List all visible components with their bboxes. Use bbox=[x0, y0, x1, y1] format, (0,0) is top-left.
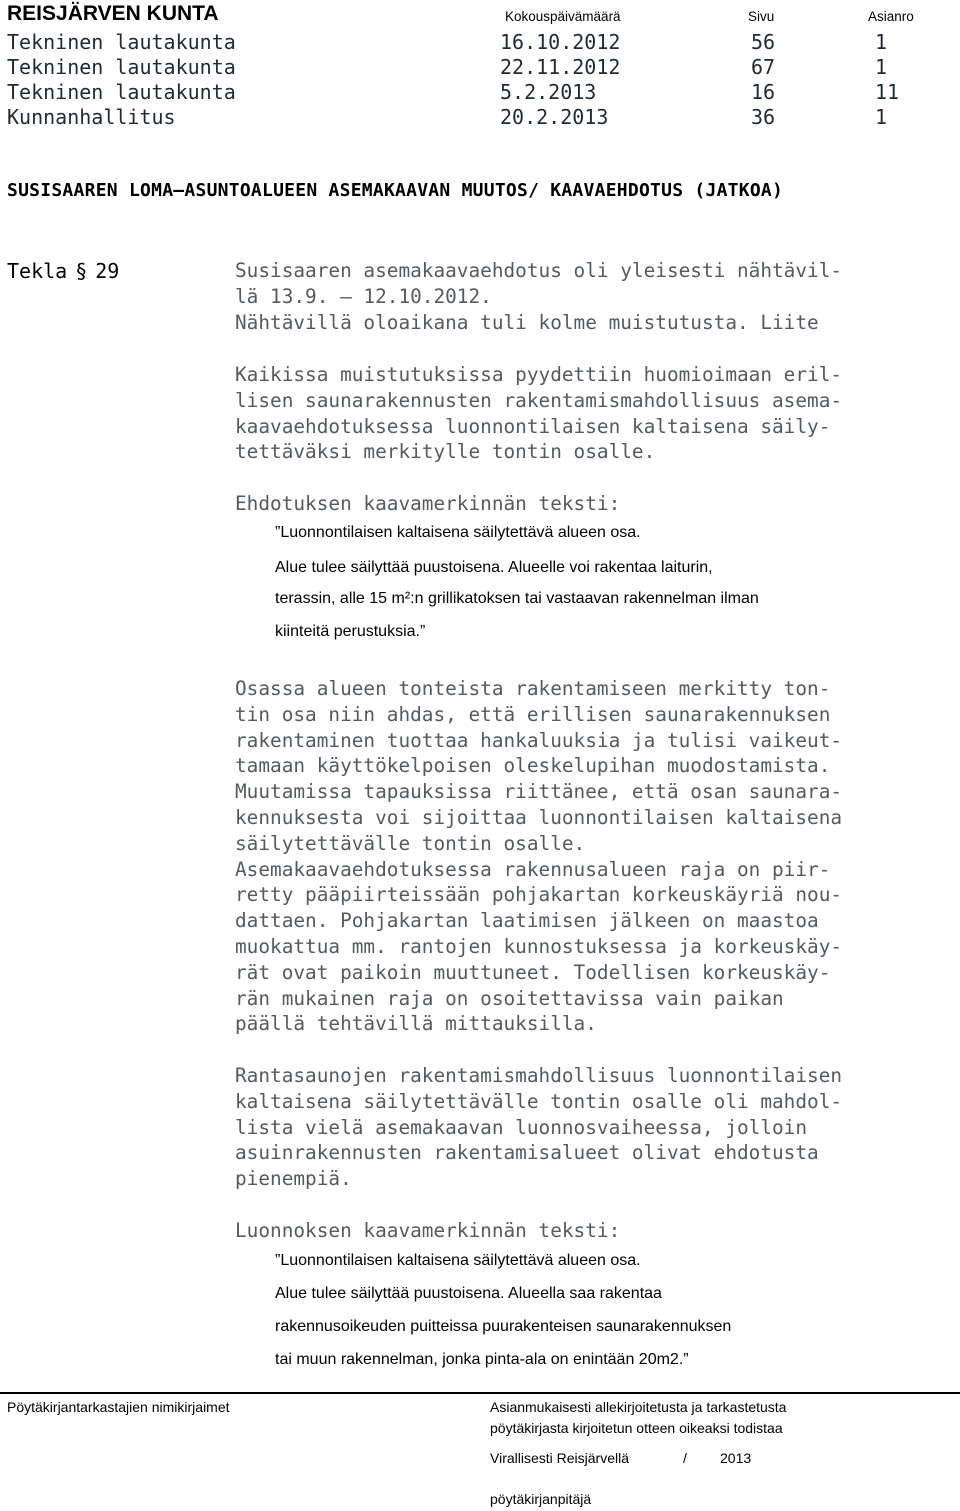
meeting-item: 1 bbox=[875, 105, 888, 129]
meeting-org: Tekninen lautakunta bbox=[7, 30, 236, 54]
header-date-column: Kokouspäivämäärä bbox=[505, 9, 621, 24]
header-item-column: Asianro bbox=[868, 9, 914, 24]
paragraph-intro: Susisaaren asemakaavaehdotus oli yleisesti nähtävil- lä 13.9. – 12.10.2012. Nähtävillä oloaikana tuli kolme muistutusta. Liite bbox=[235, 259, 843, 334]
meeting-page: 36 bbox=[751, 105, 776, 129]
meeting-org: Tekninen lautakunta bbox=[7, 55, 236, 79]
footer-divider bbox=[0, 1392, 960, 1394]
paragraph-remarks: Kaikissa muistutuksissa pyydettiin huomioimaan eril- lisen saunarakennusten rakentamismahdollisuus asema- kaavaehdotuksessa luonnontilaisen kaltaisena säily- tettäväksi merkitylle tontin osalle. bbox=[235, 363, 843, 464]
paragraph-shore-saunas: Rantasaunojen rakentamismahdollisuus luonnontilaisen kaltaisena säilytettävälle tontin osalle oli mahdol- lista vielä asemakaavan luonnosvaiheessa, jolloin asuinrakennusten rakentamisalueet olivat ehdotusta pienempiä. bbox=[235, 1064, 843, 1191]
quote-line: Alue tulee säilyttää puustoisena. Alueella saa rakentaa bbox=[275, 1285, 662, 1302]
meeting-org: Tekninen lautakunta bbox=[7, 80, 236, 104]
meeting-item: 11 bbox=[875, 80, 900, 104]
tekla-number: 29 bbox=[95, 259, 120, 283]
quote-line: Alue tulee säilyttää puustoisena. Alueelle voi rakentaa laiturin, bbox=[275, 559, 713, 576]
meeting-date: 20.2.2013 bbox=[500, 105, 609, 129]
heading-draft-text: Luonnoksen kaavamerkinnän teksti: bbox=[235, 1219, 621, 1242]
quote-line: terassin, alle 15 m²:n grillikatoksen tai vastaavan rakennelman ilman bbox=[275, 590, 759, 607]
quote-line: ”Luonnontilaisen kaltaisena säilytettävä alueen osa. bbox=[275, 1252, 641, 1269]
meeting-org: Kunnanhallitus bbox=[7, 105, 176, 129]
initials-label: Pöytäkirjantarkastajien nimikirjaimet bbox=[7, 1399, 230, 1415]
meeting-page: 67 bbox=[751, 55, 776, 79]
certification-line: pöytäkirjasta kirjoitetun otteen oikeaksi todistaa bbox=[490, 1420, 783, 1436]
minutes-keeper-label: pöytäkirjanpitäjä bbox=[490, 1491, 592, 1507]
meeting-date: 5.2.2013 bbox=[500, 80, 597, 104]
meeting-date: 16.10.2012 bbox=[500, 30, 621, 54]
meeting-page: 16 bbox=[751, 80, 776, 104]
heading-proposal-text: Ehdotuksen kaavamerkinnän teksti: bbox=[235, 492, 621, 515]
quote-line: ”Luonnontilaisen kaltaisena säilytettävä alueen osa. bbox=[275, 524, 641, 541]
quote-line: tai muun rakennelman, jonka pinta-ala on enintään 20m2.” bbox=[275, 1351, 689, 1368]
quote-line: kiinteitä perustuksia.” bbox=[275, 623, 426, 640]
meeting-page: 56 bbox=[751, 30, 776, 54]
tekla-label: Tekla bbox=[7, 259, 68, 283]
official-location: Virallisesti Reisjärvellä bbox=[490, 1450, 630, 1466]
paragraph-analysis: Osassa alueen tonteista rakentamiseen merkitty ton- tin osa niin ahdas, että erillisen saunarakennuksen rakentaminen tuottaa hankaluuksia ja tulisi vaikeut- tamaan käyttökelpoisen oleskelupihan muodostamista. Muutamissa tapauksissa riittänee, että osan saunara- kennuksesta voi sijoittaa luonnontilaisen kaltaisena säilytettävälle tontin osalle. Asemakaavaehdotuksessa rakennusalueen raja on piir- retty pääpiirteissään pohjakartan korkeuskäyriä nou- dattaen. Pohjakartan laatimisen jälkeen on maastoa muokattua mm. rantojen kunnostuksessa ja korkeuskäy- rät ovat paikoin muuttuneet. Todellisen korkeuskäy- rän mukainen raja on osoitettavissa vain paikan päällä tehtävillä mittauksilla. bbox=[235, 677, 843, 1036]
header-page-column: Sivu bbox=[748, 9, 775, 24]
meeting-item: 1 bbox=[875, 55, 888, 79]
section-sign: § bbox=[75, 259, 88, 283]
official-date-slash: / bbox=[683, 1450, 687, 1466]
tekla-marker bbox=[7, 259, 119, 283]
municipality-name: REISJÄRVEN KUNTA bbox=[7, 2, 219, 25]
official-year: 2013 bbox=[720, 1450, 752, 1466]
quote-line: rakennusoikeuden puitteissa puurakenteisen saunarakennuksen bbox=[275, 1318, 732, 1335]
certification-line: Asianmukaisesti allekirjoitetusta ja tarkastetusta bbox=[490, 1399, 787, 1415]
meeting-item: 1 bbox=[875, 30, 888, 54]
meeting-date: 22.11.2012 bbox=[500, 55, 621, 79]
section-title: SUSISAAREN LOMA–ASUNTOALUEEN ASEMAKAAVAN MUUTOS/ KAAVAEHDOTUS (JATKOA) bbox=[7, 180, 784, 201]
